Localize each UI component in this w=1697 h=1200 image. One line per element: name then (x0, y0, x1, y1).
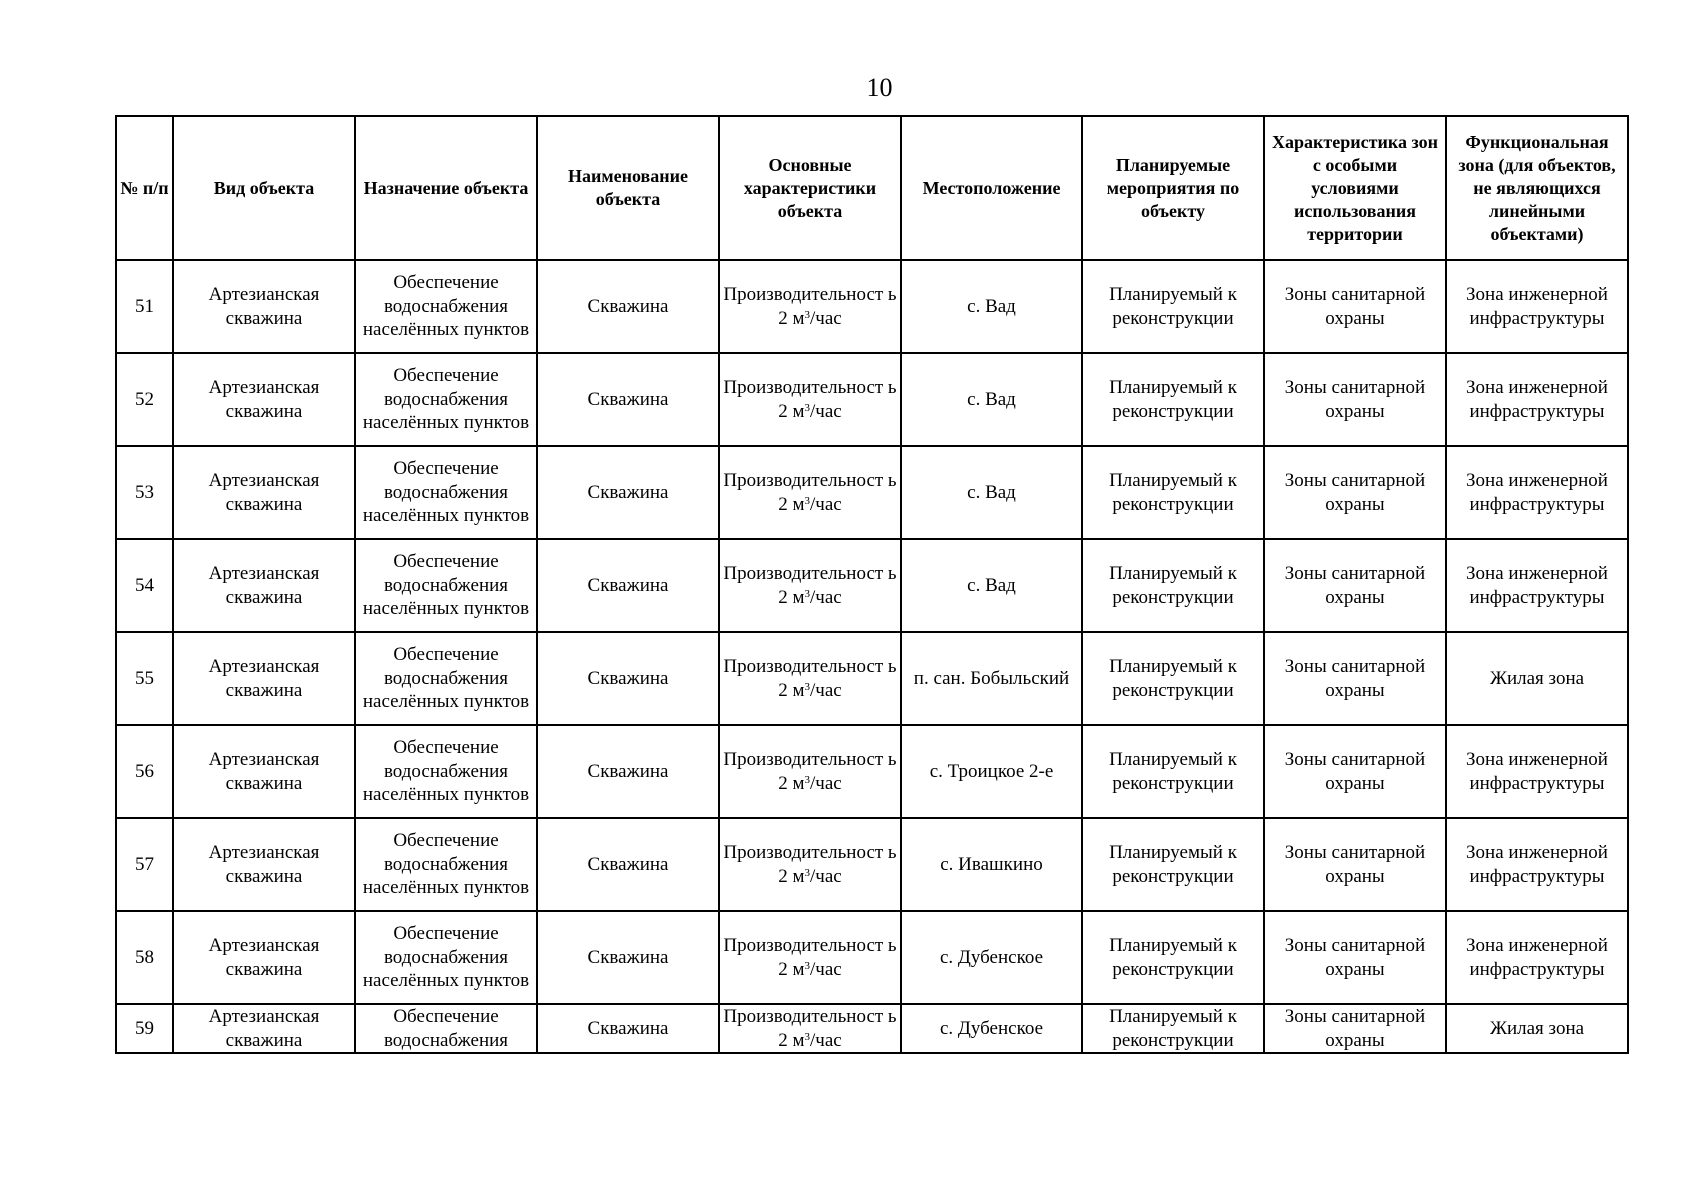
cell-kind: Артезианская скважина (173, 725, 355, 818)
unit-superscript: 3 (804, 494, 811, 507)
unit-superscript: 3 (804, 308, 811, 321)
cell-planned-measures-text: Планируемый к реконструкции (1109, 1006, 1237, 1051)
cell-num: 58 (116, 911, 173, 1004)
cell-zone-characteristics: Зоны санитарной охраны (1264, 260, 1446, 353)
cell-characteristics (719, 260, 901, 353)
cell-functional-zone: Зона инженерной инфраструктуры (1446, 539, 1628, 632)
unit-suffix: /час (810, 958, 842, 980)
table-row (116, 353, 1628, 446)
unit-suffix: /час (810, 307, 842, 329)
header-name: Наименование объекта (537, 116, 719, 260)
cell-purpose: Обеспечение водоснабжения населённых пунктов (355, 911, 537, 1004)
cell-zone-characteristics: Зоны санитарной охраны (1264, 539, 1446, 632)
cell-planned-measures: Планируемый к реконструкции (1082, 446, 1264, 539)
characteristics-text: Производительност ь 2 м (723, 1006, 897, 1051)
unit-superscript: 3 (804, 773, 811, 786)
cell-purpose: Обеспечение водоснабжения населённых пунктов (355, 260, 537, 353)
table-row (116, 725, 1628, 818)
header-characteristics: Основные характеристики объекта (719, 116, 901, 260)
cell-zone-characteristics: Зоны санитарной охраны (1264, 446, 1446, 539)
cell-characteristics (719, 353, 901, 446)
characteristics-text: Производительност ь 2 м (723, 842, 897, 887)
unit-superscript: 3 (804, 1030, 811, 1043)
header-zone-characteristics: Характеристика зон с особыми условиями использования территории (1264, 116, 1446, 260)
unit-superscript: 3 (804, 587, 811, 600)
table-row (116, 446, 1628, 539)
cell-location: с. Вад (901, 539, 1082, 632)
table-header-row (116, 116, 1628, 260)
header-num: № п/п (116, 116, 173, 260)
cell-planned-measures: Планируемый к реконструкции (1082, 818, 1264, 911)
cell-planned-measures: Планируемый к реконструкции (1082, 725, 1264, 818)
cell-location: с. Троицкое 2-е (901, 725, 1082, 818)
cell-name: Скважина (537, 353, 719, 446)
unit-suffix: /час (810, 400, 842, 422)
page-number: 10 (866, 73, 893, 102)
cell-num: 57 (116, 818, 173, 911)
cell-characteristics (719, 1004, 901, 1053)
characteristics-text: Производительност ь 2 м (723, 284, 897, 329)
cell-functional-zone: Жилая зона (1446, 632, 1628, 725)
cell-kind: Артезианская скважина (173, 632, 355, 725)
cell-characteristics (719, 539, 901, 632)
unit-suffix: /час (810, 586, 842, 608)
cell-kind-text: Артезианская скважина (208, 1006, 320, 1051)
cell-planned-measures: Планируемый к реконструкции (1082, 539, 1264, 632)
characteristics-text: Производительност ь 2 м (723, 377, 897, 422)
header-functional-zone: Функциональная зона (для объектов, не являющихся линейными объектами) (1446, 116, 1628, 260)
cell-num: 54 (116, 539, 173, 632)
cell-location: с. Дубенское (901, 911, 1082, 1004)
unit-suffix: /час (810, 772, 842, 794)
characteristics-wrap (722, 1005, 898, 1052)
cell-location: с. Дубенское (901, 1004, 1082, 1053)
cell-zone-characteristics: Зоны санитарной охраны (1264, 632, 1446, 725)
table-row (116, 1004, 1628, 1053)
cell-num: 51 (116, 260, 173, 353)
cell-planned-measures: Планируемый к реконструкции (1082, 632, 1264, 725)
cell-name: Скважина (537, 911, 719, 1004)
cell-functional-zone: Зона инженерной инфраструктуры (1446, 353, 1628, 446)
cell-location: с. Вад (901, 260, 1082, 353)
table-row (116, 818, 1628, 911)
cell-kind: Артезианская скважина (173, 446, 355, 539)
cell-planned-measures (1082, 1004, 1264, 1053)
cell-characteristics (719, 911, 901, 1004)
cell-location: с. Ивашкино (901, 818, 1082, 911)
characteristics-text: Производительност ь 2 м (723, 470, 897, 515)
characteristics-text: Производительност ь 2 м (723, 935, 897, 980)
cell-characteristics (719, 632, 901, 725)
cell-location: п. сан. Бобыльский (901, 632, 1082, 725)
cell-name: Скважина (537, 446, 719, 539)
cell-zone-characteristics-text: Зоны санитарной охраны (1284, 1006, 1426, 1051)
cell-kind: Артезианская скважина (173, 260, 355, 353)
cell-functional-zone: Зона инженерной инфраструктуры (1446, 260, 1628, 353)
cell-characteristics (719, 818, 901, 911)
cell-num: 53 (116, 446, 173, 539)
characteristics-text: Производительност ь 2 м (723, 563, 897, 608)
cell-name: Скважина (537, 260, 719, 353)
cell-purpose: Обеспечение водоснабжения населённых пунктов (355, 446, 537, 539)
cell-location: с. Вад (901, 353, 1082, 446)
cell-kind: Артезианская скважина (173, 911, 355, 1004)
cell-kind: Артезианская скважина (173, 353, 355, 446)
header-purpose: Назначение объекта (355, 116, 537, 260)
header-kind: Вид объекта (173, 116, 355, 260)
cell-characteristics (719, 446, 901, 539)
cell-purpose: Обеспечение водоснабжения населённых пунктов (355, 818, 537, 911)
unit-superscript: 3 (804, 401, 811, 414)
cell-location: с. Вад (901, 446, 1082, 539)
cell-functional-zone: Зона инженерной инфраструктуры (1446, 725, 1628, 818)
cell-name: Скважина (537, 725, 719, 818)
cell-planned-measures: Планируемый к реконструкции (1082, 353, 1264, 446)
cell-functional-zone: Жилая зона (1446, 1004, 1628, 1053)
unit-suffix: /час (810, 865, 842, 887)
cell-characteristics (719, 725, 901, 818)
cell-purpose (355, 1004, 537, 1053)
cell-kind (173, 1004, 355, 1053)
unit-superscript: 3 (804, 680, 811, 693)
cell-purpose: Обеспечение водоснабжения населённых пунктов (355, 353, 537, 446)
cell-zone-characteristics: Зоны санитарной охраны (1264, 911, 1446, 1004)
table-row (116, 911, 1628, 1004)
cell-name: Скважина (537, 818, 719, 911)
cell-kind: Артезианская скважина (173, 818, 355, 911)
unit-superscript: 3 (804, 866, 811, 879)
cell-zone-characteristics: Зоны санитарной охраны (1264, 725, 1446, 818)
cell-name: Скважина (537, 632, 719, 725)
characteristics-text: Производительност ь 2 м (723, 749, 897, 794)
cell-num: 56 (116, 725, 173, 818)
cell-zone-characteristics (1264, 1004, 1446, 1053)
cell-planned-measures: Планируемый к реконструкции (1082, 260, 1264, 353)
unit-suffix: /час (810, 1029, 842, 1051)
cell-functional-zone: Зона инженерной инфраструктуры (1446, 818, 1628, 911)
characteristics-text: Производительност ь 2 м (723, 656, 897, 701)
header-planned-measures: Планируемые мероприятия по объекту (1082, 116, 1264, 260)
unit-suffix: /час (810, 679, 842, 701)
cell-num: 59 (116, 1004, 173, 1053)
objects-table (115, 115, 1629, 1054)
cell-purpose: Обеспечение водоснабжения населённых пунктов (355, 725, 537, 818)
cell-num: 52 (116, 353, 173, 446)
cell-planned-measures: Планируемый к реконструкции (1082, 911, 1264, 1004)
table-row (116, 260, 1628, 353)
cell-purpose-text: Обеспечение водоснабжения (383, 1006, 509, 1051)
cell-functional-zone: Зона инженерной инфраструктуры (1446, 446, 1628, 539)
table-row (116, 539, 1628, 632)
unit-suffix: /час (810, 493, 842, 515)
cell-name: Скважина (537, 1004, 719, 1053)
cell-zone-characteristics: Зоны санитарной охраны (1264, 818, 1446, 911)
cell-purpose: Обеспечение водоснабжения населённых пунктов (355, 632, 537, 725)
cell-kind: Артезианская скважина (173, 539, 355, 632)
cell-name: Скважина (537, 539, 719, 632)
table-row (116, 632, 1628, 725)
cell-purpose: Обеспечение водоснабжения населённых пунктов (355, 539, 537, 632)
cell-zone-characteristics: Зоны санитарной охраны (1264, 353, 1446, 446)
cell-functional-zone: Зона инженерной инфраструктуры (1446, 911, 1628, 1004)
unit-superscript: 3 (804, 959, 811, 972)
header-location: Местоположение (901, 116, 1082, 260)
cell-num: 55 (116, 632, 173, 725)
